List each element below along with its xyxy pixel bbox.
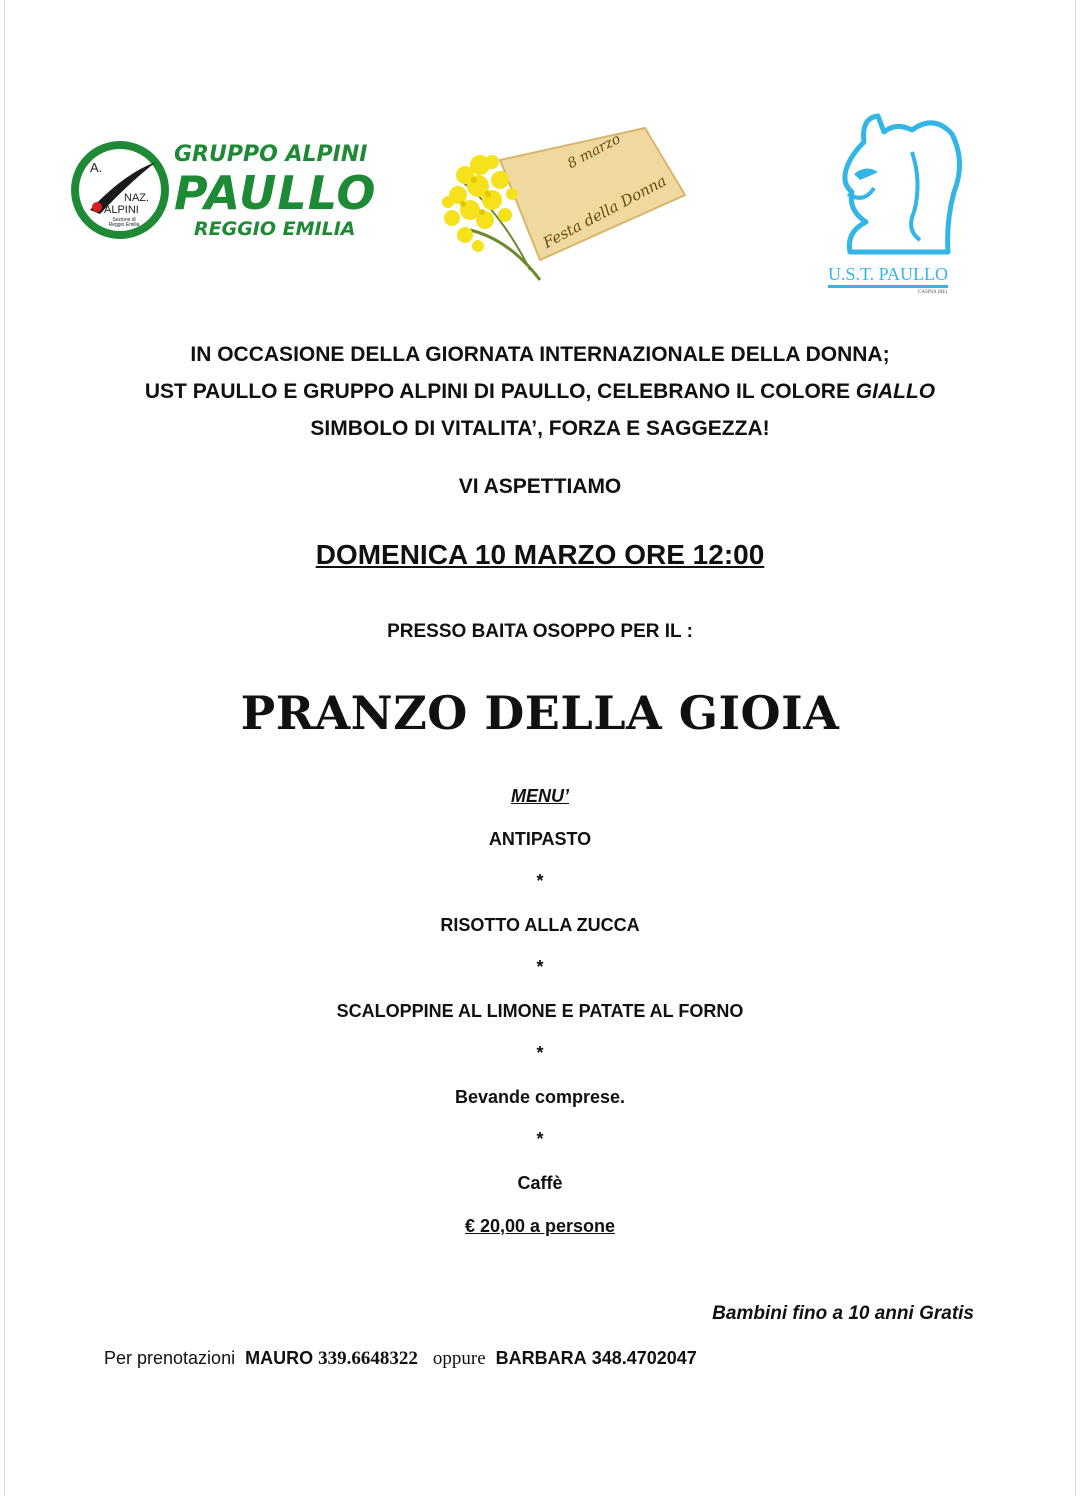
mimosa-paper-icon [430,120,690,290]
invite-text: VI ASPETTIAMO [458,475,622,498]
menu-separator: * [536,871,544,891]
menu-item: RISOTTO ALLA ZUCCA [440,915,640,935]
intro-line2-emphasis: GIALLO [855,380,936,403]
alpini-line2: PAULLO [174,166,377,220]
booking-info [104,1348,697,1370]
intro-line1: IN OCCASIONE DELLA GIORNATA INTERNAZIONALE DELLA DONNA; [190,343,890,366]
menu-item: ANTIPASTO [488,829,592,849]
contact1-phone: 339.6648322 [318,1348,418,1369]
menu-price: € 20,00 a persone [464,1216,616,1236]
menu-item: Caffè [517,1173,563,1193]
intro-text [0,336,1080,447]
festa-donna-logo [430,120,690,290]
ust-name: U.S.T. PAULLO [828,264,948,288]
intro-line3: SIMBOLO DI VITALITA’, FORZA E SAGGEZZA! [310,417,770,440]
menu-separator: * [536,957,544,977]
alpini-badge-section: Sezione di Reggio Emilia [108,217,140,228]
event-venue: PRESSO BAITA OSOPPO PER IL : [387,621,693,642]
intro-line2-prefix: UST PAULLO E GRUPPO ALPINI DI PAULLO, CELEBRANO IL COLORE [144,380,856,403]
intro-line2 [0,373,1080,410]
alpini-badge-bottom: ALPINI [104,204,139,216]
event-datetime: DOMENICA 10 MARZO ORE 12:00 [315,539,765,570]
alpini-line3: REGGIO EMILIA [194,218,356,240]
menu-item: SCALOPPINE AL LIMONE E PATATE AL FORNO [336,1001,744,1021]
squirrel-icon [826,112,966,262]
contact1-name: MAURO [245,1348,314,1368]
kids-note: Bambini fino a 10 anni Gratis [712,1303,974,1324]
booking-label: Per prenotazioni [104,1348,236,1368]
alpini-badge-top: A. [90,160,103,175]
festa-line1: 8 marzo [565,131,624,173]
contact2-phone: 348.4702047 [591,1348,697,1368]
menu-item: Bevande comprese. [454,1087,626,1107]
festa-line2: Festa della Donna [540,171,670,252]
ust-paullo-logo [826,112,966,298]
menu-separator: * [536,1043,544,1063]
contact2-name: BARBARA [495,1348,587,1368]
menu-separator: * [536,1129,544,1149]
event-title: PRANZO DELLA GIOIA [240,686,840,740]
menu-title: MENU’ [511,786,569,806]
alpini-badge-mid: NAZ. [124,192,150,204]
ust-sub: CASINA (RE) [918,290,948,295]
booking-or: oppure [432,1348,486,1369]
alpini-line1: GRUPPO ALPINI [174,142,368,167]
alpini-logo [70,138,377,242]
